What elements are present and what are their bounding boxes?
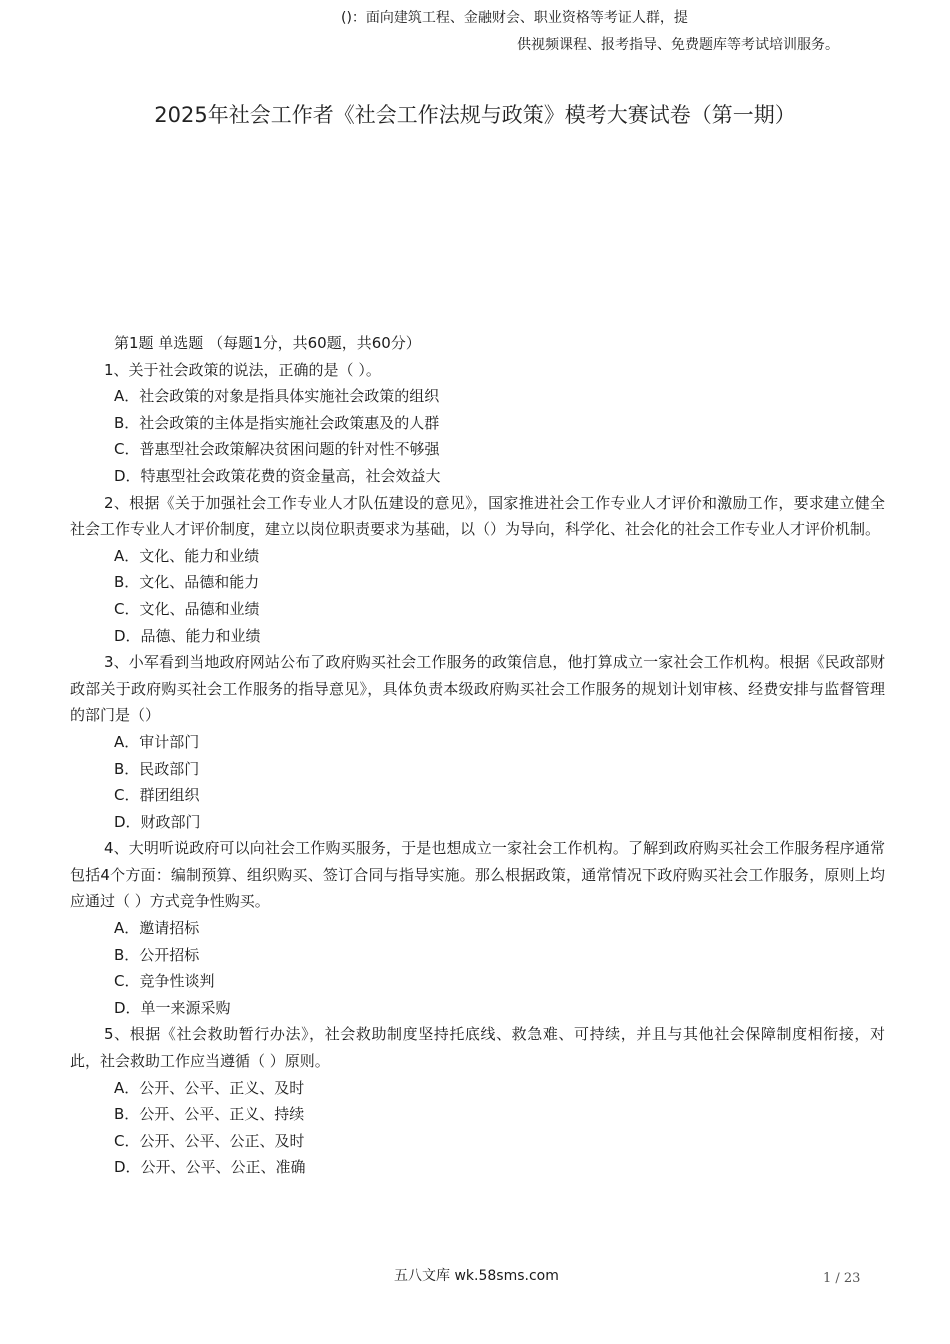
option-b: B．社会政策的主体是指实施社会政策惠及的人群: [114, 413, 440, 432]
question-stem: 4、大明听说政府可以向社会工作购买服务，于是也想成立一家社会工作机构。了解到政府购买社会工作服务程序通常包括4个方面：编制预算、组织购买、签订合同与指导实施。那么根据政策，通常情况下政府购买社会工作服务，原则上均应通过（ ）方式竞争性购买。: [70, 839, 885, 911]
option-c: C．文化、品德和业绩: [114, 599, 260, 618]
option-b: B．公开、公平、正义、持续: [114, 1105, 305, 1124]
question-stem: 1、关于社会政策的说法，正确的是（ ）。: [104, 360, 381, 379]
question-4: [70, 835, 885, 1021]
question-stem: 3、小军看到当地政府网站公布了政府购买社会工作服务的政策信息，他打算成立一家社会工作机构。根据《民政部财政部关于政府购买社会工作服务的指导意见》，具体负责本级政府购买社会工作服务的规划计划审核、经费安排与监督管理的部门是（）: [70, 653, 885, 725]
question-3: [70, 649, 885, 835]
question-stem: 5、根据《社会救助暂行办法》，社会救助制度坚持托底线、救急难、可持续，并且与其他社会保障制度相衔接，对此，社会救助工作应当遵循（ ）原则。: [70, 1025, 885, 1071]
option-b: B．公开招标: [114, 945, 200, 964]
option-b: B．民政部门: [114, 759, 200, 778]
option-c: C．普惠型社会政策解决贫困问题的针对性不够强: [114, 440, 440, 459]
option-d: D．特惠型社会政策花费的资金量高，社会效益大: [114, 466, 441, 485]
question-1: [70, 357, 885, 490]
question-5: [70, 1021, 885, 1181]
question-2: [70, 490, 885, 650]
page-number: 1 / 23: [823, 1271, 861, 1286]
header-line-2: 供视频课程、报考指导、免费题库等考试培训服务。: [517, 37, 839, 53]
option-d: D．单一来源采购: [114, 998, 231, 1017]
option-a: A．公开、公平、正义、及时: [114, 1078, 305, 1097]
option-a: A．邀请招标: [114, 919, 200, 938]
option-a: A．文化、能力和业绩: [114, 546, 260, 565]
exam-content: [70, 330, 885, 1181]
document-title: 2025年社会工作者《社会工作法规与政策》模考大赛试卷（第一期）: [154, 103, 796, 127]
option-c: C．竞争性谈判: [114, 972, 215, 991]
header-line-1: ()：面向建筑工程、金融财会、职业资格等考证人群，提: [341, 10, 688, 26]
option-c: C．群团组织: [114, 786, 200, 805]
question-stem: 2、根据《关于加强社会工作专业人才队伍建设的意见》，国家推进社会工作专业人才评价和激励工作，要求建立健全社会工作专业人才评价制度，建立以岗位职责要求为基础，以（）为导向，科学化、社会化的社会工作专业人才评价机制。: [70, 493, 885, 539]
option-a: A．审计部门: [114, 732, 200, 751]
option-c: C．公开、公平、公正、及时: [114, 1131, 305, 1150]
option-d: D．财政部门: [114, 812, 201, 831]
section-heading: 第1题 单选题 （每题1分，共60题，共60分）: [114, 334, 421, 352]
option-d: D．品德、能力和业绩: [114, 626, 261, 645]
option-a: A．社会政策的对象是指具体实施社会政策的组织: [114, 387, 440, 406]
option-b: B．文化、品德和能力: [114, 573, 260, 592]
option-d: D．公开、公平、公正、准确: [114, 1158, 306, 1177]
footer-brand: 五八文库 wk.58sms.com: [394, 1268, 559, 1284]
